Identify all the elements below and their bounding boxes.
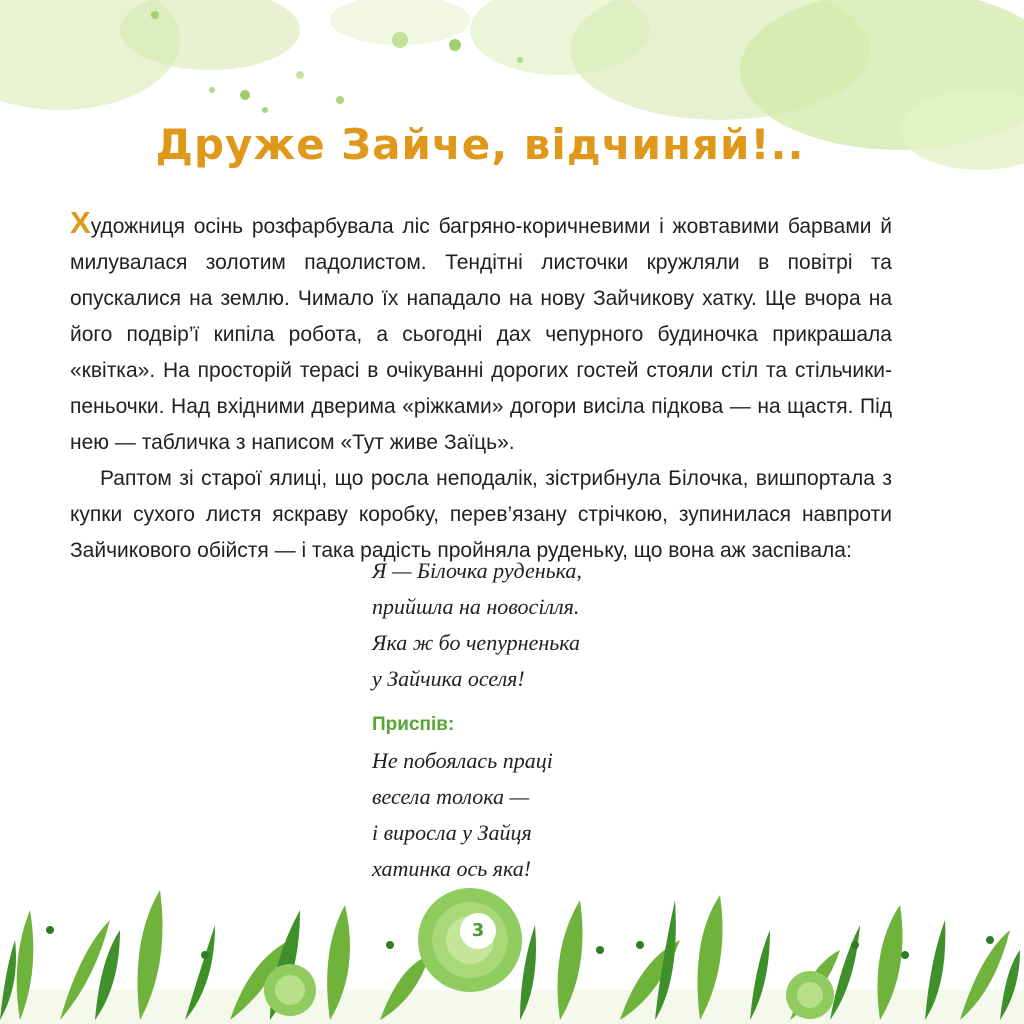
chorus-line: хатинка ось яка! xyxy=(372,856,532,881)
watercolor-wash-decoration xyxy=(0,0,1024,200)
chorus-line: Не побоялась праці xyxy=(372,748,553,773)
paragraph-1-text: удожниця осінь розфарбувала ліс багряно-коричневими і жовтавими барвами й милувалася золотим падолистом. Тендітні листочки кружляли в повітрі та опускалися на землю. Чимало їх нападало на нову Зайчикову хатку. Ще вчора на його подвір’ї кипіла робота, а сьогодні дах чепурного будиночка прикрашала «квітка». На просторій терасі в очікуванні дорогих гостей стояли стіл та стільчики-пеньочки. Над вхідними дверима «ріжками» догори висіла підкова — на щастя. Під нею — табличка з написом «Тут живе Заїць». xyxy=(70,215,892,454)
drop-cap-letter: Х xyxy=(70,205,91,240)
verse-line: прийшла на новосілля. xyxy=(372,594,580,619)
chorus-label: Приспів: xyxy=(372,714,455,735)
song-verse xyxy=(372,553,792,887)
verse-line: Я — Білочка руденька, xyxy=(372,558,582,583)
chorus-line: і виросла у Зайця xyxy=(372,820,532,845)
leaf-border-decoration xyxy=(0,870,1024,1024)
paragraph-2: Раптом зі старої ялиці, що росла неподалік, зістрибнула Білочка, вишпортала з купки сухого листя яскраву коробку, перев’язану стрічкою, зупинилася навпроти Зайчикового обійстя — і така радість пройняла руденьку, що вона аж заспівала: xyxy=(70,467,892,562)
paragraph-1 xyxy=(70,205,892,461)
page-title: Друже Зайче, відчиняй!.. xyxy=(155,120,805,169)
chorus-line: весела толока — xyxy=(372,784,530,809)
page-number: 3 xyxy=(460,913,496,949)
verse-line: у Зайчика оселя! xyxy=(372,666,525,691)
verse-line: Яка ж бо чепурненька xyxy=(372,630,581,655)
story-text xyxy=(70,205,892,569)
